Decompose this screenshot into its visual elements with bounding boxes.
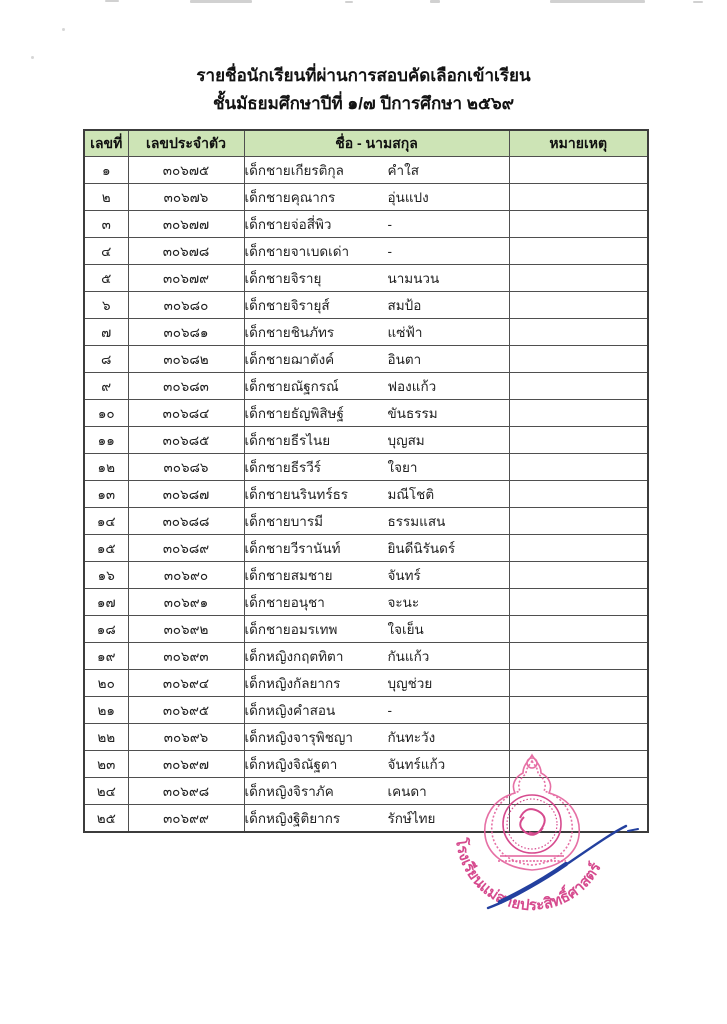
cell-student-id: ๓๐๖๙๔ <box>128 670 244 697</box>
cell-row-number: ๑๐ <box>84 400 128 427</box>
given-name: เด็กชายจ่อสี่พิว <box>244 217 332 232</box>
table-row <box>84 400 648 427</box>
scan-artifact <box>430 0 440 3</box>
student-table-body <box>84 157 648 833</box>
scan-artifact <box>31 56 34 59</box>
cell-remark <box>509 211 648 238</box>
cell-student-id: ๓๐๖๘๕ <box>128 427 244 454</box>
cell-student-id: ๓๐๖๘๔ <box>128 400 244 427</box>
given-name: เด็กชายวีรานันท์ <box>244 541 341 556</box>
given-name: เด็กชายจิรายุ <box>244 271 322 286</box>
cell-remark <box>509 292 648 319</box>
cell-student-id: ๓๐๖๙๓ <box>128 643 244 670</box>
given-name: เด็กชายเกียรติกุล <box>244 163 344 178</box>
given-name: เด็กชายณัฐกรณ์ <box>244 379 339 394</box>
table-row <box>84 319 648 346</box>
cell-row-number: ๒๑ <box>84 697 128 724</box>
cell-remark <box>509 319 648 346</box>
cell-row-number: ๑๕ <box>84 535 128 562</box>
scan-artifact <box>550 0 645 3</box>
surname: กันแก้ว <box>387 649 430 664</box>
table-row <box>84 751 648 778</box>
cell-row-number: ๑๙ <box>84 643 128 670</box>
cell-remark <box>509 562 648 589</box>
student-table <box>83 129 649 833</box>
table-row <box>84 508 648 535</box>
title-line-2: ชั้นมัธยมศึกษาปีที่ ๑/๗ ปีการศึกษา ๒๕๖๙ <box>212 94 515 113</box>
header-remark: หมายเหตุ <box>509 130 648 157</box>
table-row <box>84 481 648 508</box>
cell-full-name <box>244 697 509 724</box>
given-name: เด็กชายสมชาย <box>244 568 333 583</box>
title-line-1: รายชื่อนักเรียนที่ผ่านการสอบคัดเลือกเข้าเรียน <box>196 66 531 85</box>
cell-remark <box>509 589 648 616</box>
cell-remark <box>509 724 648 751</box>
cell-student-id: ๓๐๖๙๗ <box>128 751 244 778</box>
given-name: เด็กชายอนุชา <box>244 595 325 610</box>
cell-student-id: ๓๐๖๘๘ <box>128 508 244 535</box>
cell-student-id: ๓๐๖๘๓ <box>128 373 244 400</box>
surname: ใจเย็น <box>387 622 424 637</box>
given-name: เด็กชายคุณากร <box>244 190 336 205</box>
surname: รักษ์ไทย <box>387 811 436 826</box>
surname: บุญสม <box>387 433 425 448</box>
surname: คำใส <box>387 163 419 178</box>
cell-row-number: ๑ <box>84 157 128 184</box>
cell-remark <box>509 265 648 292</box>
cell-full-name <box>244 292 509 319</box>
surname: สมป้อ <box>387 298 422 313</box>
given-name: เด็กชายฌาตังค์ <box>244 352 335 367</box>
cell-full-name <box>244 346 509 373</box>
scan-artifact <box>62 28 65 31</box>
given-name: เด็กหญิงจารุพิชญา <box>244 730 353 745</box>
given-name: เด็กหญิงกัลยากร <box>244 676 341 691</box>
cell-student-id: ๓๐๖๙๑ <box>128 589 244 616</box>
cell-row-number: ๖ <box>84 292 128 319</box>
surname: จันทร์แก้ว <box>387 757 446 772</box>
cell-full-name <box>244 616 509 643</box>
cell-row-number: ๒๓ <box>84 751 128 778</box>
cell-full-name <box>244 508 509 535</box>
table-row <box>84 778 648 805</box>
cell-full-name <box>244 319 509 346</box>
table-row <box>84 724 648 751</box>
cell-remark <box>509 184 648 211</box>
cell-row-number: ๒๐ <box>84 670 128 697</box>
cell-remark <box>509 373 648 400</box>
given-name: เด็กชายจิรายุส์ <box>244 298 330 313</box>
surname: - <box>387 244 392 259</box>
cell-remark <box>509 400 648 427</box>
cell-student-id: ๓๐๖๗๘ <box>128 238 244 265</box>
given-name: เด็กชายธัญพิสิษฐ์ <box>244 406 344 421</box>
surname: ธรรมแสน <box>387 514 446 529</box>
surname: อินตา <box>387 352 422 367</box>
cell-remark <box>509 616 648 643</box>
given-name: เด็กหญิงฐิติยากร <box>244 811 341 826</box>
surname: นามนวน <box>387 271 440 286</box>
header-row-number: เลขที่ <box>84 130 128 157</box>
cell-remark <box>509 805 648 833</box>
cell-remark <box>509 157 648 184</box>
cell-full-name <box>244 670 509 697</box>
surname: ยินดีนิรันดร์ <box>387 541 456 556</box>
table-row <box>84 346 648 373</box>
cell-row-number: ๑๖ <box>84 562 128 589</box>
cell-full-name <box>244 589 509 616</box>
cell-student-id: ๓๐๖๗๙ <box>128 265 244 292</box>
cell-full-name <box>244 427 509 454</box>
table-row <box>84 211 648 238</box>
cell-full-name <box>244 751 509 778</box>
cell-row-number: ๒๕ <box>84 805 128 833</box>
cell-full-name <box>244 238 509 265</box>
table-row <box>84 643 648 670</box>
cell-full-name <box>244 184 509 211</box>
table-row <box>84 157 648 184</box>
scan-artifact <box>190 0 252 3</box>
given-name: เด็กชายอมรเทพ <box>244 622 338 637</box>
cell-full-name <box>244 562 509 589</box>
cell-row-number: ๔ <box>84 238 128 265</box>
cell-remark <box>509 670 648 697</box>
table-row <box>84 805 648 833</box>
cell-full-name <box>244 211 509 238</box>
table-row <box>84 265 648 292</box>
surname: กันทะวัง <box>387 730 436 745</box>
cell-full-name <box>244 454 509 481</box>
cell-remark <box>509 454 648 481</box>
cell-remark <box>509 346 648 373</box>
given-name: เด็กชายธีรวีร์ <box>244 460 322 475</box>
cell-remark <box>509 751 648 778</box>
cell-remark <box>509 427 648 454</box>
cell-row-number: ๙ <box>84 373 128 400</box>
table-row <box>84 697 648 724</box>
surname: ขันธรรม <box>387 406 438 421</box>
cell-student-id: ๓๐๖๗๖ <box>128 184 244 211</box>
cell-remark <box>509 481 648 508</box>
surname: มณีโชติ <box>387 487 435 502</box>
cell-remark <box>509 697 648 724</box>
surname: จันทร์ <box>387 568 421 583</box>
table-row <box>84 238 648 265</box>
surname: - <box>387 217 392 232</box>
cell-row-number: ๒ <box>84 184 128 211</box>
scan-artifact <box>345 1 353 3</box>
cell-row-number: ๑๔ <box>84 508 128 535</box>
cell-full-name <box>244 778 509 805</box>
table-row <box>84 184 648 211</box>
cell-row-number: ๒๒ <box>84 724 128 751</box>
cell-student-id: ๓๐๖๙๘ <box>128 778 244 805</box>
cell-student-id: ๓๐๖๘๐ <box>128 292 244 319</box>
given-name: เด็กชายชินภัทร <box>244 325 335 340</box>
cell-full-name <box>244 373 509 400</box>
cell-full-name <box>244 724 509 751</box>
cell-row-number: ๑๘ <box>84 616 128 643</box>
given-name: เด็กชายธีรไนย <box>244 433 331 448</box>
table-row <box>84 535 648 562</box>
cell-remark <box>509 643 648 670</box>
cell-student-id: ๓๐๖๘๑ <box>128 319 244 346</box>
surname: บุญช่วย <box>387 676 433 691</box>
cell-student-id: ๓๐๖๙๐ <box>128 562 244 589</box>
table-row <box>84 292 648 319</box>
surname: - <box>387 703 392 718</box>
cell-remark <box>509 238 648 265</box>
surname: เคนดา <box>387 784 427 799</box>
table-row <box>84 373 648 400</box>
stamp-school-name-text: โรงเรียนแม่สายประสิทธิ์ศาสตร์ <box>452 837 605 915</box>
given-name: เด็กหญิงกฤตทิตา <box>244 649 344 664</box>
cell-remark <box>509 778 648 805</box>
header-student-id: เลขประจำตัว <box>128 130 244 157</box>
given-name: เด็กหญิงจิณัฐตา <box>244 757 338 772</box>
cell-full-name <box>244 535 509 562</box>
table-row <box>84 562 648 589</box>
table-header-row <box>84 130 648 157</box>
cell-full-name <box>244 265 509 292</box>
given-name: เด็กหญิงจิราภัค <box>244 784 334 799</box>
cell-student-id: ๓๐๖๘๖ <box>128 454 244 481</box>
cell-student-id: ๓๐๖๙๙ <box>128 805 244 833</box>
cell-row-number: ๑๓ <box>84 481 128 508</box>
cell-row-number: ๕ <box>84 265 128 292</box>
cell-full-name <box>244 400 509 427</box>
given-name: เด็กชายจาเบดเด่า <box>244 244 350 259</box>
cell-student-id: ๓๐๖๗๕ <box>128 157 244 184</box>
surname: แซ่ฟ้า <box>387 325 423 340</box>
header-full-name: ชื่อ - นามสกุล <box>244 130 509 157</box>
cell-row-number: ๓ <box>84 211 128 238</box>
surname: อุ่นแปง <box>387 190 429 205</box>
given-name: เด็กชายนรินทร์ธร <box>244 487 349 502</box>
surname: ใจยา <box>387 460 418 475</box>
cell-full-name <box>244 643 509 670</box>
table-row <box>84 427 648 454</box>
table-row <box>84 670 648 697</box>
cell-full-name <box>244 805 509 833</box>
cell-row-number: ๗ <box>84 319 128 346</box>
cell-student-id: ๓๐๖๙๒ <box>128 616 244 643</box>
table-row <box>84 589 648 616</box>
cell-student-id: ๓๐๖๗๗ <box>128 211 244 238</box>
surname: ฟองแก้ว <box>387 379 437 394</box>
cell-student-id: ๓๐๖๙๕ <box>128 697 244 724</box>
cell-row-number: ๘ <box>84 346 128 373</box>
scan-artifact <box>105 0 119 2</box>
document-title <box>0 62 727 118</box>
cell-row-number: ๑๑ <box>84 427 128 454</box>
cell-student-id: ๓๐๖๘๙ <box>128 535 244 562</box>
cell-row-number: ๑๗ <box>84 589 128 616</box>
cell-full-name <box>244 481 509 508</box>
scan-artifact <box>693 1 703 3</box>
given-name: เด็กชายบารมี <box>244 514 324 529</box>
cell-row-number: ๑๒ <box>84 454 128 481</box>
cell-full-name <box>244 157 509 184</box>
table-row <box>84 616 648 643</box>
cell-row-number: ๒๔ <box>84 778 128 805</box>
cell-remark <box>509 535 648 562</box>
cell-student-id: ๓๐๖๘๒ <box>128 346 244 373</box>
given-name: เด็กหญิงคำสอน <box>244 703 336 718</box>
surname: จะนะ <box>387 595 420 610</box>
cell-student-id: ๓๐๖๘๗ <box>128 481 244 508</box>
cell-student-id: ๓๐๖๙๖ <box>128 724 244 751</box>
table-row <box>84 454 648 481</box>
cell-remark <box>509 508 648 535</box>
